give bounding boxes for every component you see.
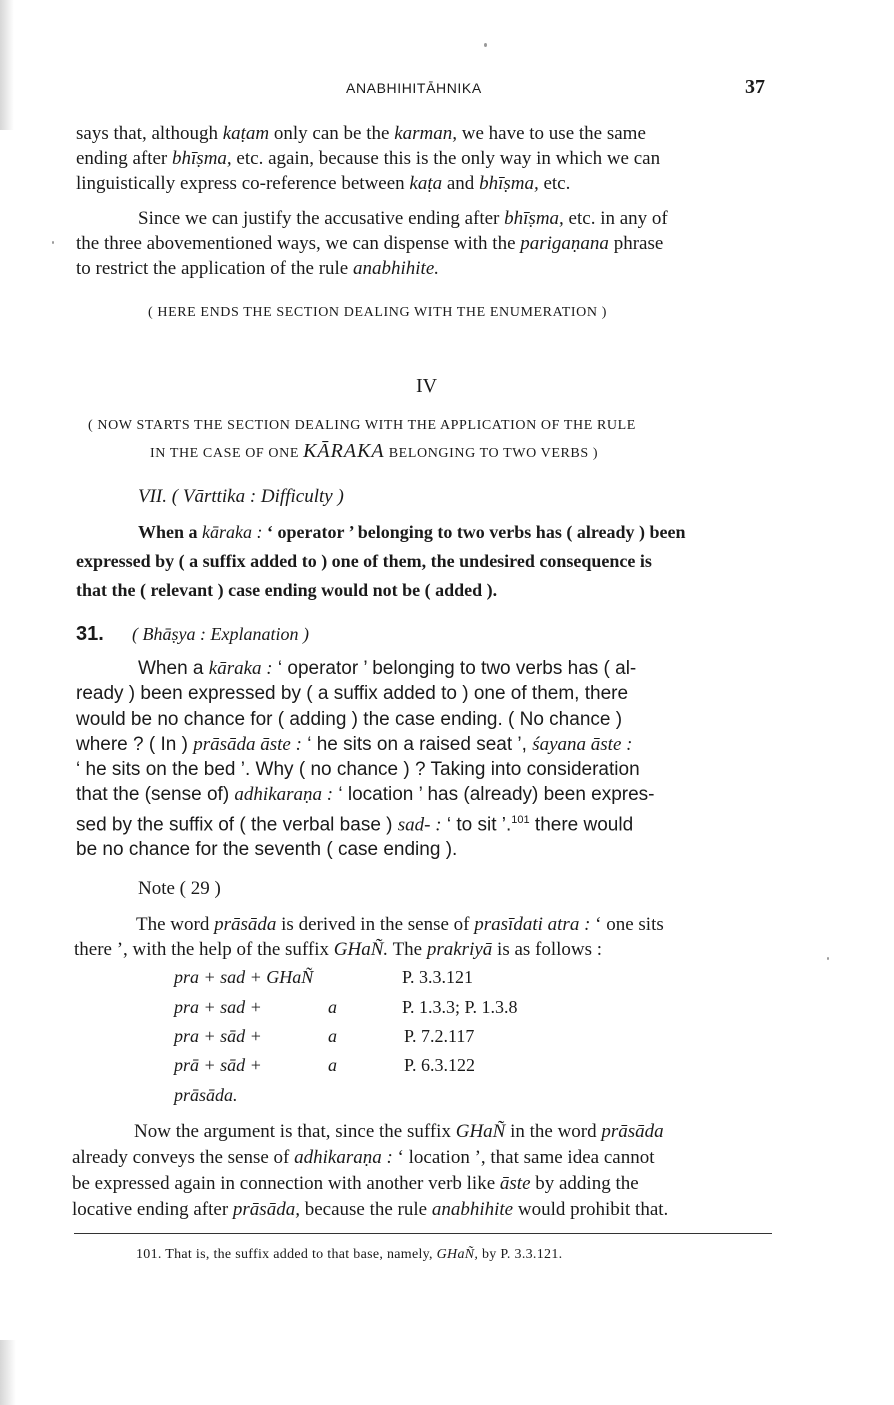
scan-speck <box>484 43 487 47</box>
footnote-ref: 101 <box>511 813 530 826</box>
derivation-rule: P. 1.3.3; P. 1.3.8 <box>402 997 518 1017</box>
varttika-heading: VII. ( Vārttika : Difficulty ) <box>138 486 344 507</box>
derivation-suffix: a <box>328 1055 337 1075</box>
section-end-note: ( HERE ENDS THE SECTION DEALING WITH THE ENUMERATION ) <box>148 305 607 320</box>
paragraph-line: says that, although kaṭam only can be the karman, we have to use the same <box>76 123 646 144</box>
paragraph-line: When a kāraka : ‘ operator ’ belonging to two verbs has ( al- <box>138 658 637 679</box>
note-heading: Note ( 29 ) <box>138 878 221 899</box>
scan-edge-shadow-bottom <box>0 1340 16 1405</box>
derivation-form: pra + sād + <box>174 1026 262 1046</box>
paragraph-line: already conveys the sense of adhikaraṇa : ‘ location ’, that same idea cannot <box>72 1147 655 1168</box>
running-title: ANABHIHITĀHNIKA <box>346 80 482 96</box>
derivation-form: prāsāda. <box>174 1085 238 1105</box>
page-number: 37 <box>745 76 765 98</box>
paragraph-2 <box>76 206 776 281</box>
paragraph-line: ending after bhīṣma, etc. again, because this is the only way in which we can <box>76 148 661 169</box>
derivation-rule: P. 6.3.122 <box>404 1055 476 1075</box>
paragraph-line: there ’, with the help of the suffix GHaÑ. The prakriyā is as follows : <box>74 939 603 960</box>
section-number: IV <box>416 375 438 397</box>
paragraph-line: The word prāsāda is derived in the sense of prasīdati atra : ‘ one sits <box>136 914 664 935</box>
section-start-line-1: ( NOW STARTS THE SECTION DEALING WITH THE APPLICATION OF THE RULE <box>88 418 636 433</box>
paragraph-line: be no chance for the seventh ( case ending ). <box>76 839 458 861</box>
paragraph-line: be expressed again in connection with another verb like āste by adding the <box>72 1173 639 1194</box>
paragraph-line: ‘ he sits on the bed ’. Why ( no chance ) ? Taking into consideration <box>76 759 640 781</box>
derivation-form: pra + sad + GHaÑ <box>174 967 314 987</box>
derivation-form: prā + sād + <box>174 1055 262 1075</box>
paragraph-line: linguistically express co-reference between kaṭa and bhīṣma, etc. <box>76 173 571 194</box>
varttika-text <box>76 518 776 605</box>
paragraph-line: Now the argument is that, since the suffix GHaÑ in the word prāsāda <box>134 1121 664 1142</box>
footnote: 101. That is, the suffix added to that base, namely, GHaÑ, by P. 3.3.121. <box>136 1247 563 1262</box>
scan-speck <box>827 957 829 960</box>
paragraph-1 <box>76 121 776 196</box>
derivation-rule: P. 3.3.121 <box>402 967 474 987</box>
bhasya-number: 31. <box>76 623 104 645</box>
derivation-suffix: a <box>328 997 337 1017</box>
paragraph-line: the three abovementioned ways, we can dispense with the parigaṇana phrase <box>76 233 664 254</box>
derivation-suffix: a <box>328 1026 337 1046</box>
derivation-rule: P. 7.2.117 <box>404 1026 475 1046</box>
footnote-divider <box>74 1233 772 1234</box>
bhasya-heading: ( Bhāṣya : Explanation ) <box>132 624 309 644</box>
argument-paragraph <box>72 1119 776 1223</box>
paragraph-line: sed by the suffix of ( the verbal base ) sad- : ‘ to sit ’.$^{101}$ there would <box>76 813 634 836</box>
paragraph-line: would be no chance for ( adding ) the case ending. ( No chance ) <box>76 708 623 730</box>
scan-edge-shadow <box>0 0 14 130</box>
paragraph-line: Since we can justify the accusative ending after bhīṣma, etc. in any of <box>138 208 668 229</box>
paragraph-line: When a kāraka : ‘ operator ’ belonging to two verbs has ( already ) been <box>138 522 686 542</box>
derivation-form: pra + sad + <box>174 997 262 1017</box>
bhasya-text <box>76 656 776 863</box>
section-start-line-2: IN THE CASE OF ONE KĀRAKA BELONGING TO TWO VERBS ) <box>150 440 599 462</box>
paragraph-line: ready ) been expressed by ( a suffix added to ) one of them, there <box>76 683 629 705</box>
paragraph-line: locative ending after prāsāda, because the rule anabhihite would prohibit that. <box>72 1199 669 1220</box>
paragraph-line: expressed by ( a suffix added to ) one of them, the undesired consequence is <box>76 551 652 571</box>
paragraph-line: to restrict the application of the rule anabhihite. <box>76 258 440 279</box>
note-text <box>74 912 776 962</box>
paragraph-line: that the ( relevant ) case ending would not be ( added ). <box>76 580 498 600</box>
paragraph-line: where ? ( In ) prāsāda āste : ‘ he sits on a raised seat ’, śayana āste : <box>76 733 633 755</box>
scan-speck <box>52 241 54 244</box>
paragraph-line: that the (sense of) adhikaraṇa : ‘ location ’ has (already) been expres- <box>76 784 655 806</box>
